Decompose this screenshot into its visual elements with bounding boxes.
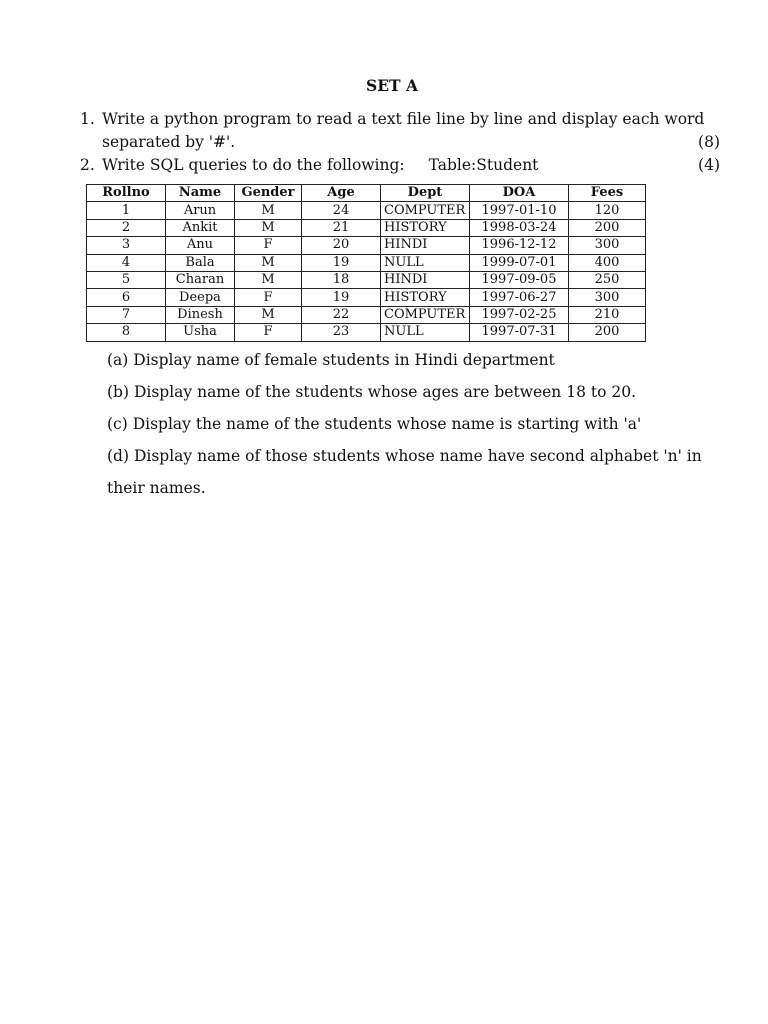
table-cell: 1996-12-12	[470, 237, 569, 254]
table-row	[87, 289, 646, 306]
table-cell: M	[235, 306, 302, 323]
table-cell: 18	[302, 271, 381, 288]
table-cell: Deepa	[166, 289, 235, 306]
table-label: Table:Student	[428, 156, 539, 174]
subquestion-b: (b) Display name of the students whose ages are between 18 to 20.	[107, 383, 637, 401]
table-cell: 24	[302, 202, 381, 219]
table-cell: 20	[302, 237, 381, 254]
table-cell: 1997-01-10	[470, 202, 569, 219]
header-age: Age	[302, 185, 381, 202]
table-cell: 1	[87, 202, 166, 219]
table-row	[87, 254, 646, 271]
subquestion-a: (a) Display name of female students in Hindi department	[107, 351, 555, 369]
table-cell: Bala	[166, 254, 235, 271]
header-gender: Gender	[235, 185, 302, 202]
table-cell: 7	[87, 306, 166, 323]
table-cell: Arun	[166, 202, 235, 219]
table-cell: 1997-02-25	[470, 306, 569, 323]
table-row	[87, 202, 646, 219]
table-cell: HISTORY	[381, 219, 470, 236]
table-cell: 1997-06-27	[470, 289, 569, 306]
table-cell: 1998-03-24	[470, 219, 569, 236]
table-cell: M	[235, 202, 302, 219]
question-1-number: 1.	[80, 110, 95, 128]
table-row	[87, 306, 646, 323]
table-cell: 8	[87, 324, 166, 341]
header-doa: DOA	[470, 185, 569, 202]
table-cell: 200	[569, 219, 646, 236]
table-cell: COMPUTER	[381, 306, 470, 323]
table-cell: NULL	[381, 324, 470, 341]
question-2-marks: (4)	[698, 156, 720, 174]
table-cell: HISTORY	[381, 289, 470, 306]
table-cell: 23	[302, 324, 381, 341]
table-cell: 120	[569, 202, 646, 219]
table-row	[87, 324, 646, 341]
table-cell: 400	[569, 254, 646, 271]
table-cell: 19	[302, 254, 381, 271]
question-2	[80, 154, 720, 177]
table-cell: 3	[87, 237, 166, 254]
set-title: SET A	[366, 76, 418, 95]
question-1	[80, 108, 720, 154]
table-cell: M	[235, 254, 302, 271]
table-cell: 19	[302, 289, 381, 306]
table-cell: 300	[569, 289, 646, 306]
table-cell: Dinesh	[166, 306, 235, 323]
table-cell: 2	[87, 219, 166, 236]
student-table	[86, 184, 646, 342]
table-cell: M	[235, 271, 302, 288]
header-name: Name	[166, 185, 235, 202]
table-cell: Usha	[166, 324, 235, 341]
table-row	[87, 219, 646, 236]
table-cell: 4	[87, 254, 166, 271]
table-cell: 5	[87, 271, 166, 288]
table-cell: M	[235, 219, 302, 236]
table-cell: 1999-07-01	[470, 254, 569, 271]
table-cell: 6	[87, 289, 166, 306]
table-cell: 250	[569, 271, 646, 288]
header-fees: Fees	[569, 185, 646, 202]
table-header-row	[87, 185, 646, 202]
table-cell: 1997-07-31	[470, 324, 569, 341]
table-cell: F	[235, 324, 302, 341]
table-cell: 1997-09-05	[470, 271, 569, 288]
header-rollno: Rollno	[87, 185, 166, 202]
table-cell: F	[235, 237, 302, 254]
table-cell: 300	[569, 237, 646, 254]
question-1-marks: (8)	[698, 133, 720, 151]
question-1-text-line2: separated by '#'.	[102, 133, 236, 151]
table-cell: HINDI	[381, 271, 470, 288]
table-cell: NULL	[381, 254, 470, 271]
subquestion-c: (c) Display the name of the students whose name is starting with 'a'	[107, 415, 642, 433]
header-dept: Dept	[381, 185, 470, 202]
table-cell: COMPUTER	[381, 202, 470, 219]
table-body	[87, 202, 646, 341]
table-cell: HINDI	[381, 237, 470, 254]
table-cell: 22	[302, 306, 381, 323]
table-cell: 21	[302, 219, 381, 236]
table-row	[87, 271, 646, 288]
table-cell: F	[235, 289, 302, 306]
question-1-text-line1: Write a python program to read a text file line by line and display each word	[102, 110, 705, 128]
subquestion-d: (d) Display name of those students whose name have second alphabet 'n' in their names.	[107, 447, 702, 497]
table-row	[87, 237, 646, 254]
table-cell: 200	[569, 324, 646, 341]
table-cell: Ankit	[166, 219, 235, 236]
question-2-number: 2.	[80, 156, 95, 174]
table-cell: 210	[569, 306, 646, 323]
question-2-text: Write SQL queries to do the following:	[102, 156, 405, 174]
table-cell: Anu	[166, 237, 235, 254]
table-cell: Charan	[166, 271, 235, 288]
